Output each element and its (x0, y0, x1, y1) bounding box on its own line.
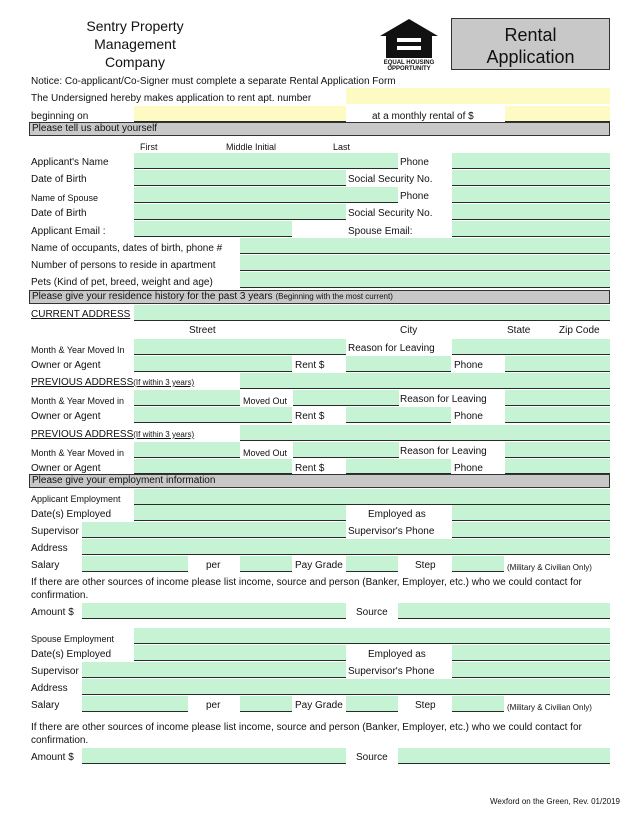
step-field[interactable] (452, 556, 504, 572)
source-label: Source (356, 607, 388, 618)
title-line-1: Rental (504, 25, 557, 45)
applicant-name-field[interactable] (134, 153, 398, 169)
col-last: Last (333, 142, 351, 152)
spouse-dob-label: Date of Birth (31, 208, 87, 219)
col-state: State (507, 325, 531, 336)
previous-address-1-title: PREVIOUS ADDRESS (31, 377, 134, 388)
section-about: Please tell us about yourself (29, 122, 610, 136)
owner-phone-field[interactable] (505, 356, 610, 372)
beginning-on-field[interactable] (134, 106, 346, 122)
dates-employed-label: Date(s) Employed (31, 509, 112, 520)
spouse-phone-field[interactable] (452, 187, 610, 203)
applicant-name-label: Applicant's Name (31, 157, 109, 168)
undersigned-text: The Undersigned hereby makes application to rent apt. number (31, 93, 312, 104)
rent-label: Rent $ (295, 360, 325, 371)
spouse-supervisor-field[interactable] (82, 662, 346, 678)
col-city: City (400, 325, 418, 336)
amount-field[interactable] (82, 603, 346, 619)
prev2-moved-out-field[interactable] (293, 442, 399, 458)
col-middle-initial: Middle Initial (226, 142, 277, 152)
spouse-per-label: per (206, 700, 221, 711)
military-note: (Military & Civilian Only) (507, 563, 592, 572)
spouse-other-income-text: If there are other sources of income please list income, source and person (Banker, Employer, etc.) who we could contact for (31, 722, 582, 733)
prev2-reason-label: Reason for Leaving (400, 446, 487, 457)
occupants-field[interactable] (240, 238, 610, 254)
email-field[interactable] (134, 221, 292, 237)
spouse-employed-as-label: Employed as (368, 649, 426, 660)
spouse-confirmation-text: confirmation. (31, 735, 89, 746)
prev1-phone-label: Phone (454, 411, 483, 422)
footer-text: Wexford on the Green, Rev. 01/2019 (489, 797, 620, 806)
spouse-employment-label: Spouse Employment (31, 634, 115, 644)
spouse-dates-employed-field[interactable] (134, 645, 346, 661)
current-address-field[interactable] (134, 305, 610, 321)
prev1-phone-field[interactable] (505, 407, 610, 423)
spouse-per-field[interactable] (240, 696, 292, 712)
company-line-2: Management (94, 36, 176, 52)
spouse-address-label: Address (31, 683, 68, 694)
prev2-moved-in-field[interactable] (134, 442, 240, 458)
spouse-military-note: (Military & Civilian Only) (507, 703, 592, 712)
reason-label: Reason for Leaving (348, 343, 435, 354)
company-line-3: Company (105, 54, 165, 70)
prev2-moved-in-label: Month & Year Moved in (31, 448, 125, 458)
spouse-source-label: Source (356, 752, 388, 763)
owner-label: Owner or Agent (31, 360, 101, 371)
prev2-rent-field[interactable] (346, 459, 451, 474)
spouse-ssn-label: Social Security No. (348, 208, 433, 219)
prev2-phone-field[interactable] (505, 459, 610, 474)
pets-field[interactable] (240, 272, 610, 288)
step-label: Step (415, 560, 436, 571)
pay-grade-field[interactable] (346, 556, 398, 572)
prev2-reason-field[interactable] (505, 442, 610, 458)
confirmation-text: confirmation. (31, 590, 89, 601)
dob-field[interactable] (134, 170, 346, 186)
previous-address-1-note: (If within 3 years) (133, 378, 195, 387)
email-label: Applicant Email : (31, 226, 106, 237)
previous-address-2-label (31, 429, 194, 441)
section-employment: Please give your employment information (29, 474, 610, 488)
address-field[interactable] (82, 539, 610, 555)
per-field[interactable] (240, 556, 292, 572)
spouse-salary-field[interactable] (82, 696, 188, 712)
company-line-1: Sentry Property (86, 18, 184, 34)
persons-label: Number of persons to reside in apartment (31, 260, 216, 271)
applicant-employment-field[interactable] (134, 489, 610, 505)
prev1-rent-field[interactable] (346, 407, 451, 423)
spouse-step-label: Step (415, 700, 436, 711)
pay-grade-label: Pay Grade (295, 560, 343, 571)
title-box (451, 18, 610, 70)
spouse-name-label: Name of Spouse (31, 193, 99, 203)
monthly-rental-label: at a monthly rental of $ (372, 111, 474, 122)
col-street: Street (189, 325, 216, 336)
ssn-label: Social Security No. (348, 174, 433, 185)
spouse-salary-label: Salary (31, 700, 60, 711)
equal-housing-logo (378, 18, 440, 74)
supervisor-phone-label: Supervisor's Phone (348, 526, 435, 537)
phone-label: Phone (400, 157, 429, 168)
previous-address-2-field[interactable] (240, 425, 610, 441)
spouse-amount-label: Amount $ (31, 752, 74, 763)
phone-field[interactable] (452, 153, 610, 169)
spouse-name-field[interactable] (134, 187, 398, 203)
spouse-ssn-field[interactable] (452, 204, 610, 220)
amount-label: Amount $ (31, 607, 74, 618)
spouse-supervisor-phone-label: Supervisor's Phone (348, 666, 435, 677)
prev2-moved-out-label: Moved Out (243, 448, 288, 458)
spouse-dates-employed-label: Date(s) Employed (31, 649, 112, 660)
spouse-supervisor-phone-field[interactable] (452, 662, 610, 678)
prev1-moved-out-label: Moved Out (243, 396, 288, 406)
prev1-moved-out-field[interactable] (293, 390, 399, 406)
spouse-source-field[interactable] (398, 748, 610, 764)
moved-in-field[interactable] (134, 339, 346, 355)
spouse-email-label: Spouse Email: (348, 226, 413, 237)
spouse-phone-label: Phone (400, 191, 429, 202)
owner-field[interactable] (134, 356, 292, 372)
spouse-address-field[interactable] (82, 679, 610, 695)
applicant-employment-label: Applicant Employment (31, 494, 121, 504)
logo-text-2: OPPORTUNITY (387, 66, 431, 72)
spouse-amount-field[interactable] (82, 748, 346, 764)
spouse-employed-as-field[interactable] (452, 645, 610, 661)
supervisor-phone-field[interactable] (452, 522, 610, 538)
salary-field[interactable] (82, 556, 188, 572)
dates-employed-field[interactable] (134, 505, 346, 521)
current-address-label: CURRENT ADDRESS (31, 309, 131, 320)
pets-label: Pets (Kind of pet, breed, weight and age) (31, 277, 213, 288)
persons-field[interactable] (240, 255, 610, 271)
col-zip: Zip Code (559, 325, 600, 336)
company-name (60, 17, 210, 71)
prev2-owner-field[interactable] (134, 459, 292, 474)
prev2-owner-label: Owner or Agent (31, 463, 101, 474)
section-residence-title: Please give your residence history for the past 3 years (32, 291, 273, 302)
title-line-2: Application (486, 47, 575, 67)
reason-field[interactable] (452, 339, 610, 355)
spouse-pay-grade-field[interactable] (346, 696, 398, 712)
logo-text-1: EQUAL HOUSING (383, 60, 435, 66)
spouse-step-field[interactable] (452, 696, 504, 712)
section-residence-note: (Beginning with the most current) (275, 292, 393, 301)
source-field[interactable] (398, 603, 610, 619)
prev1-moved-in-label: Month & Year Moved in (31, 396, 125, 406)
employed-as-label: Employed as (368, 509, 426, 520)
prev1-reason-field[interactable] (505, 390, 610, 406)
prev2-rent-label: Rent $ (295, 463, 325, 474)
prev1-rent-label: Rent $ (295, 411, 325, 422)
previous-address-1-field[interactable] (240, 373, 610, 389)
monthly-rental-field[interactable] (505, 106, 610, 122)
spouse-supervisor-label: Supervisor (31, 666, 79, 677)
supervisor-field[interactable] (82, 522, 346, 538)
spouse-email-field[interactable] (452, 221, 610, 237)
employed-as-field[interactable] (452, 505, 610, 521)
rent-field[interactable] (346, 356, 451, 372)
prev1-reason-label: Reason for Leaving (400, 394, 487, 405)
dob-label: Date of Birth (31, 174, 87, 185)
prev1-moved-in-field[interactable] (134, 390, 240, 406)
section-residence (29, 290, 610, 304)
beginning-on-label: beginning on (31, 111, 89, 122)
owner-phone-label: Phone (454, 360, 483, 371)
prev1-owner-label: Owner or Agent (31, 411, 101, 422)
previous-address-2-title: PREVIOUS ADDRESS (31, 429, 134, 440)
per-label: per (206, 560, 221, 571)
other-income-text: If there are other sources of income please list income, source and person (Banker, Employer, etc.) who we could contact for (31, 577, 582, 588)
supervisor-label: Supervisor (31, 526, 79, 537)
prev2-phone-label: Phone (454, 463, 483, 474)
prev1-owner-field[interactable] (134, 407, 292, 423)
equal-housing-house-icon (378, 18, 440, 60)
address-label: Address (31, 543, 68, 554)
notice-text: Notice: Co-applicant/Co-Signer must complete a separate Rental Application Form (31, 76, 396, 87)
occupants-label: Name of occupants, dates of birth, phone # (31, 243, 223, 254)
moved-in-label: Month & Year Moved In (31, 345, 125, 355)
previous-address-1-label (31, 377, 194, 389)
spouse-pay-grade-label: Pay Grade (295, 700, 343, 711)
spouse-dob-field[interactable] (134, 204, 346, 220)
apt-number-field[interactable] (346, 88, 610, 104)
salary-label: Salary (31, 560, 60, 571)
col-first: First (140, 142, 158, 152)
previous-address-2-note: (If within 3 years) (133, 430, 195, 439)
ssn-field[interactable] (452, 170, 610, 186)
spouse-employment-field[interactable] (134, 628, 610, 644)
